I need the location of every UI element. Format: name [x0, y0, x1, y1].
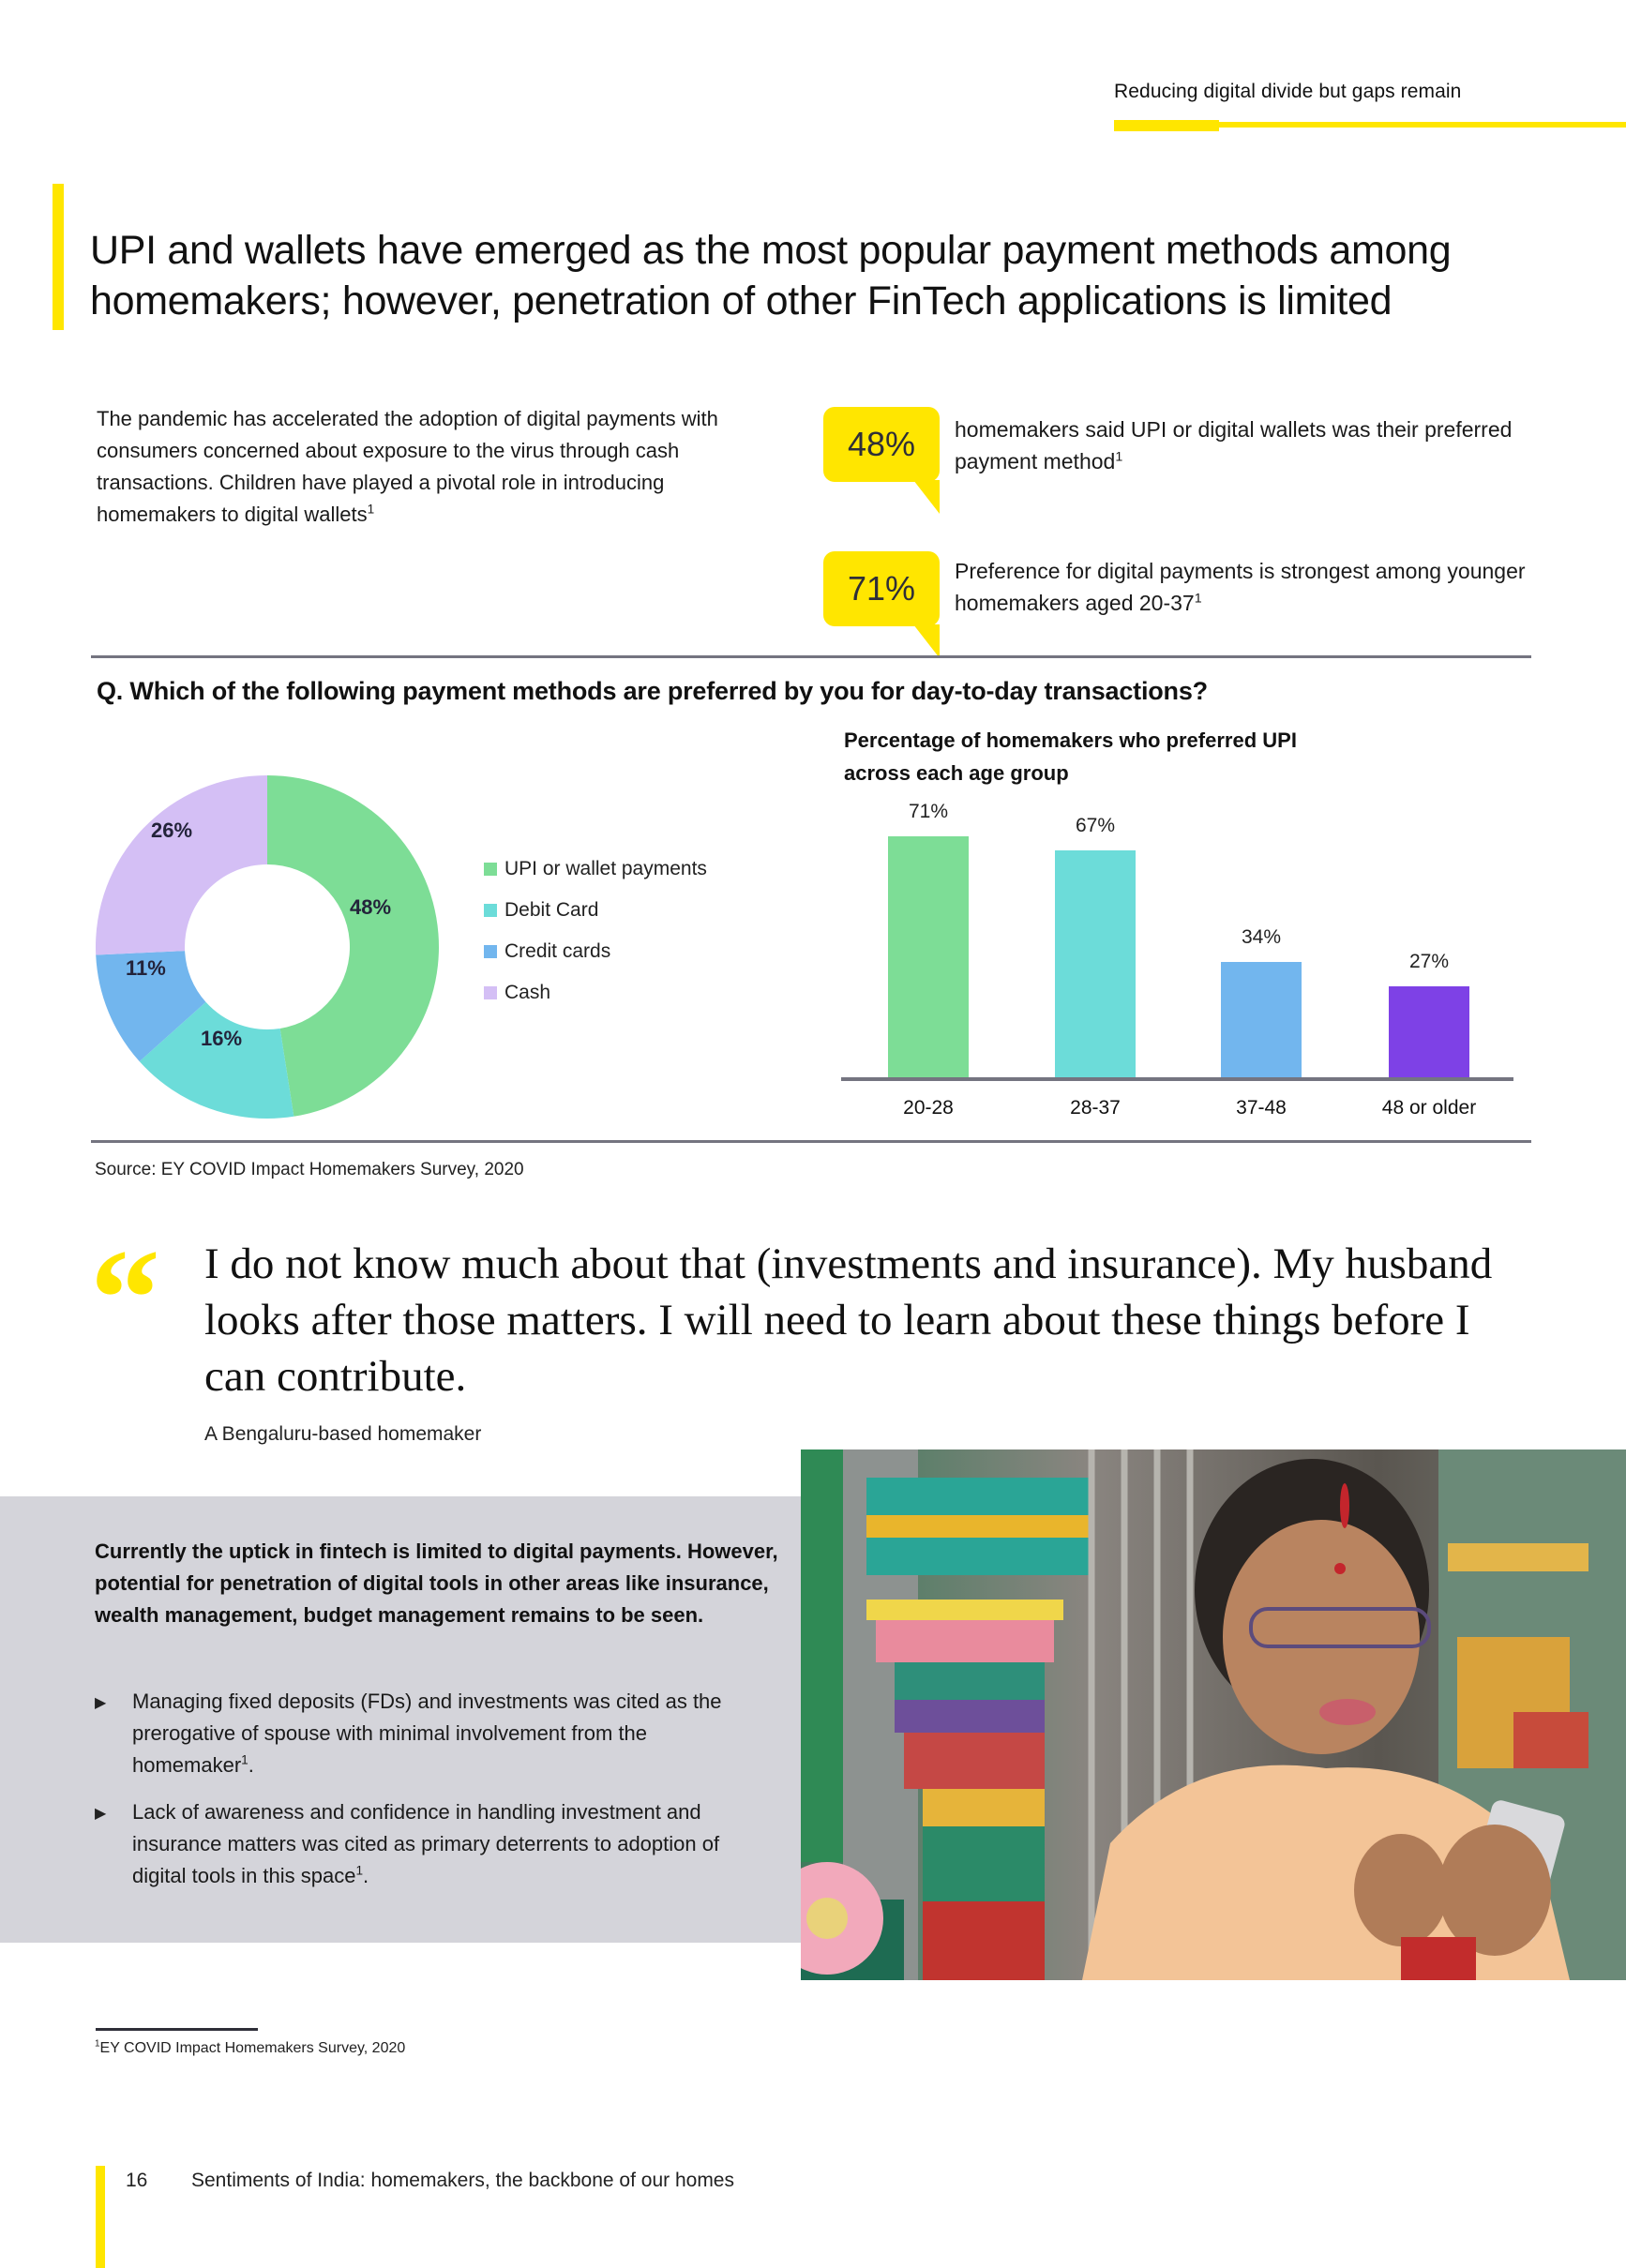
stat-text-48 [955, 413, 1536, 477]
legend-item-debit-card [484, 890, 707, 931]
insight-bullet-1 [95, 1686, 770, 1781]
footnote-marker: 1 [95, 2038, 100, 2050]
donut-label-credit-cards: 11% [126, 956, 166, 980]
survey-question: Q. Which of the following payment methods are preferred by you for day-to-day transactions? [97, 677, 1208, 705]
legend-swatch [484, 863, 497, 876]
page-title-line-2: homemakers; however, penetration of other FinTech applications is limited [90, 278, 1393, 323]
stat-value: 71% [847, 569, 916, 608]
legend-label: Cash [504, 982, 551, 1003]
legend-label: Credit cards [504, 940, 611, 962]
footnote-ref: 1 [355, 1863, 364, 1878]
footnote-ref: 1 [1115, 449, 1123, 465]
triangle-bullet-icon: ▶ [95, 1695, 107, 1711]
homemaker-photo [801, 1449, 1626, 1980]
bar-20-28 [888, 836, 969, 1078]
footer-title: Sentiments of India: homemakers, the backbone of our homes [191, 2170, 734, 2191]
stat-description: homemakers said UPI or digital wallets was their preferred payment method [955, 417, 1513, 473]
legend-label: UPI or wallet payments [504, 858, 707, 879]
footnote-ref: 1 [1194, 591, 1202, 607]
intro-paragraph [97, 403, 753, 531]
footnote-rule [96, 2028, 258, 2031]
legend-swatch [484, 904, 497, 917]
donut-legend [484, 849, 707, 1014]
bullet-body: Managing fixed deposits (FDs) and investments was cited as the prerogative of spouse with minimal involvement from the homemaker [132, 1690, 722, 1777]
page-title [90, 225, 1609, 326]
legend-swatch [484, 945, 497, 958]
bar-value-label: 71% [908, 801, 949, 822]
bar-category-label: 20-28 [903, 1097, 954, 1119]
stat-value: 48% [847, 425, 916, 463]
pull-quote: I do not know much about that (investments and insurance). My husband looks after those matters. I will need to learn about these things before I can contribute. [204, 1239, 1493, 1401]
donut-label-cash: 26% [151, 819, 193, 842]
bar-value-label: 34% [1241, 926, 1282, 948]
legend-swatch [484, 986, 497, 999]
bullet-tail: . [248, 1753, 254, 1777]
triangle-bullet-icon: ▶ [95, 1806, 107, 1822]
bullet-body: Lack of awareness and confidence in handling investment and insurance matters was cited as primary deterrents to adoption of digital tools in this space [132, 1800, 720, 1887]
bar-category-label: 48 or older [1381, 1097, 1477, 1119]
footnote [95, 2040, 405, 2057]
page-number: 16 [126, 2170, 148, 2191]
bar-chart-title-line-2: across each age group [844, 761, 1069, 785]
quote-mark-icon: “ [90, 1221, 160, 1376]
source-note: Source: EY COVID Impact Homemakers Survey, 2020 [95, 1160, 524, 1179]
stat-callout-71 [823, 551, 940, 626]
section-divider [91, 655, 1531, 658]
bar-category-label: 28-37 [1070, 1097, 1121, 1119]
bar-chart-title-line-1: Percentage of homemakers who preferred UPI [844, 728, 1297, 752]
bar-chart-x-axis [841, 1077, 1513, 1081]
bullet-text [132, 1796, 770, 1892]
legend-item-cash [484, 972, 707, 1014]
bullet-text [132, 1686, 770, 1781]
bar-48-or-older [1389, 986, 1469, 1078]
bullet-tail: . [363, 1864, 369, 1887]
insight-bullet-2 [95, 1796, 770, 1892]
donut-segment-upi [267, 775, 439, 1117]
legend-item-upi [484, 849, 707, 890]
footer-accent-bar [96, 2166, 105, 2268]
donut-segment-cash [96, 775, 267, 955]
legend-item-credit-cards [484, 931, 707, 972]
bar-37-48 [1221, 962, 1302, 1078]
photo-illustration [801, 1449, 1626, 1980]
quote-attribution: A Bengaluru-based homemaker [204, 1423, 482, 1445]
header-rule-accent [1114, 120, 1219, 131]
bar-category-label: 37-48 [1236, 1097, 1287, 1119]
footnote-ref: 1 [367, 502, 375, 517]
bar-value-label: 67% [1075, 815, 1116, 836]
donut-chart [94, 774, 441, 1120]
donut-label-upi: 48% [350, 895, 392, 919]
intro-text: The pandemic has accelerated the adoption of digital payments with consumers concerned about exposure to the virus through cash transactions. Children have played a pivotal role in introducing homemakers to digital wallets [97, 407, 718, 526]
stat-callout-48 [823, 407, 940, 482]
title-accent-bar [53, 184, 64, 330]
bar-chart-title [844, 724, 1369, 789]
footnote-text: EY COVID Impact Homemakers Survey, 2020 [99, 2040, 406, 2056]
footnote-ref: 1 [241, 1752, 248, 1767]
page-title-line-1: UPI and wallets have emerged as the most popular payment methods among [90, 228, 1452, 273]
running-head: Reducing digital divide but gaps remain [1114, 81, 1462, 102]
insight-lead: Currently the uptick in fintech is limited to digital payments. However, potential for penetration of digital tools in other areas like insurance, wealth management, budget management remains to be seen. [95, 1540, 778, 1627]
legend-label: Debit Card [504, 899, 599, 921]
stat-text-71 [955, 555, 1536, 619]
bar-28-37 [1055, 850, 1136, 1078]
bar-value-label: 27% [1408, 951, 1450, 972]
donut-label-debit-card: 16% [201, 1027, 243, 1050]
chart-section-divider [91, 1140, 1531, 1143]
stat-description: Preference for digital payments is strongest among younger homemakers aged 20-37 [955, 559, 1526, 615]
